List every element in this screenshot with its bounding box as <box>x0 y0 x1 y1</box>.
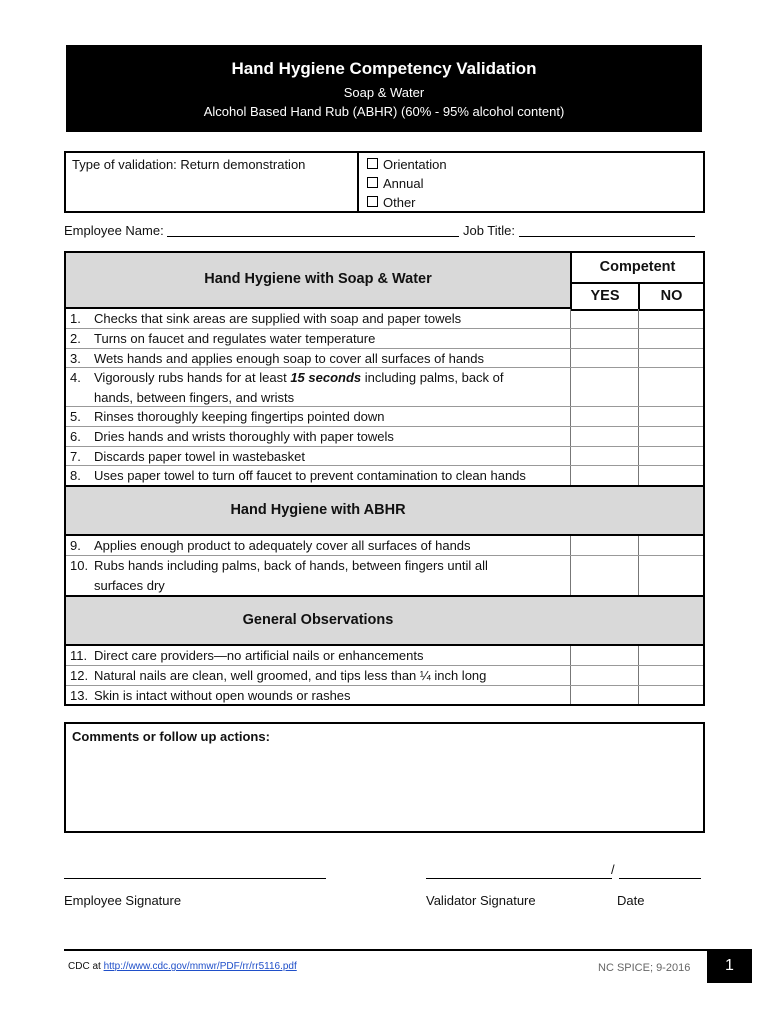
employee-info-line <box>64 223 705 238</box>
job-title-field[interactable] <box>519 224 695 237</box>
page-subtitle-soap: Soap & Water <box>343 85 425 100</box>
no-cell[interactable] <box>638 427 703 446</box>
no-header: NO <box>638 284 703 311</box>
yes-cell[interactable] <box>570 447 639 465</box>
no-cell[interactable] <box>638 309 703 328</box>
section-header-soap-water: Hand Hygiene with Soap & Water <box>66 253 570 309</box>
no-cell[interactable] <box>638 466 703 485</box>
employee-signature-label: Employee Signature <box>64 893 182 908</box>
table-row: 11. Direct care providers—no artificial nails or enhancements <box>66 646 703 666</box>
yes-cell[interactable] <box>570 646 639 665</box>
no-cell[interactable] <box>638 368 703 406</box>
no-cell[interactable] <box>638 646 703 665</box>
table-row: 4. Vigorously rubs hands for at least 15 seconds including palms, back of hands, between fingers, and wrists <box>66 368 703 407</box>
no-cell[interactable] <box>638 349 703 367</box>
section-header-abhr: Hand Hygiene with ABHR <box>66 487 703 536</box>
yes-cell[interactable] <box>570 329 639 348</box>
table-row: 3. Wets hands and applies enough soap to cover all surfaces of hands <box>66 349 703 368</box>
validation-type-label: Type of validation: Return demonstration <box>66 153 359 211</box>
employee-signature-line[interactable] <box>64 878 326 879</box>
yes-cell[interactable] <box>570 368 639 406</box>
yes-cell[interactable] <box>570 466 639 485</box>
table-row: 13. Skin is intact without open wounds or rashes <box>66 686 703 704</box>
yes-cell[interactable] <box>570 349 639 367</box>
table-row: 6. Dries hands and wrists thoroughly with paper towels <box>66 427 703 447</box>
yes-header: YES <box>570 284 638 311</box>
checkbox-icon[interactable] <box>367 196 378 207</box>
employee-name-label: Employee Name: <box>64 223 164 238</box>
competency-table <box>64 251 705 706</box>
validator-signature-label: Validator Signature <box>426 893 536 908</box>
no-cell[interactable] <box>638 536 703 555</box>
yes-cell[interactable] <box>570 407 639 426</box>
date-separator: / <box>611 862 615 877</box>
page-number: 1 <box>707 949 752 983</box>
no-cell[interactable] <box>638 447 703 465</box>
validation-options <box>359 153 703 215</box>
cdc-link[interactable]: http://www.cdc.gov/mmwr/PDF/rr/rr5116.pdf <box>103 961 297 972</box>
table-row: 9. Applies enough product to adequately cover all surfaces of hands <box>66 536 703 556</box>
job-title-label: Job Title: <box>462 223 515 238</box>
no-cell[interactable] <box>638 556 703 595</box>
yes-cell[interactable] <box>570 427 639 446</box>
comments-box[interactable] <box>64 722 705 833</box>
table-row: 10. Rubs hands including palms, back of hands, between fingers until all surfaces dry <box>66 556 703 597</box>
employee-name-field[interactable] <box>167 224 459 237</box>
option-other[interactable]: Other <box>367 193 695 212</box>
checkbox-icon[interactable] <box>367 158 378 169</box>
yes-cell[interactable] <box>570 536 639 555</box>
no-cell[interactable] <box>638 407 703 426</box>
competent-header: Competent <box>570 253 703 284</box>
date-line[interactable] <box>619 878 701 879</box>
no-cell[interactable] <box>638 329 703 348</box>
table-row: 2. Turns on faucet and regulates water temperature <box>66 329 703 349</box>
footer-org-date: NC SPICE; 9-2016 <box>598 962 691 974</box>
yes-cell[interactable] <box>570 666 639 685</box>
table-row: 7. Discards paper towel in wastebasket <box>66 447 703 466</box>
validation-type-box <box>64 151 705 213</box>
section-header-general: General Observations <box>66 597 703 646</box>
date-label: Date <box>617 893 645 908</box>
table-row: 1. Checks that sink areas are supplied with soap and paper towels <box>66 309 703 329</box>
yes-cell[interactable] <box>570 686 639 704</box>
option-orientation[interactable]: Orientation <box>367 155 695 174</box>
no-cell[interactable] <box>638 666 703 685</box>
yes-cell[interactable] <box>570 309 639 328</box>
yes-cell[interactable] <box>570 556 639 595</box>
footer-divider <box>64 949 709 951</box>
table-row: 12. Natural nails are clean, well groomed, and tips less than ¼ inch long <box>66 666 703 686</box>
table-row: 8. Uses paper towel to turn off faucet to prevent contamination to clean hands <box>66 466 703 487</box>
checkbox-icon[interactable] <box>367 177 378 188</box>
document-header <box>66 45 702 132</box>
option-annual[interactable]: Annual <box>367 174 695 193</box>
page-title: Hand Hygiene Competency Validation <box>231 59 537 78</box>
page-subtitle-abhr: Alcohol Based Hand Rub (ABHR) (60% - 95% alcohol content) <box>203 104 565 119</box>
validator-signature-line[interactable] <box>426 878 612 879</box>
footer-reference: CDC at http://www.cdc.gov/mmwr/PDF/rr/rr5116.pdf <box>68 961 297 972</box>
comments-label: Comments or follow up actions: <box>72 729 270 744</box>
no-cell[interactable] <box>638 686 703 704</box>
table-row: 5. Rinses thoroughly keeping fingertips pointed down <box>66 407 703 427</box>
